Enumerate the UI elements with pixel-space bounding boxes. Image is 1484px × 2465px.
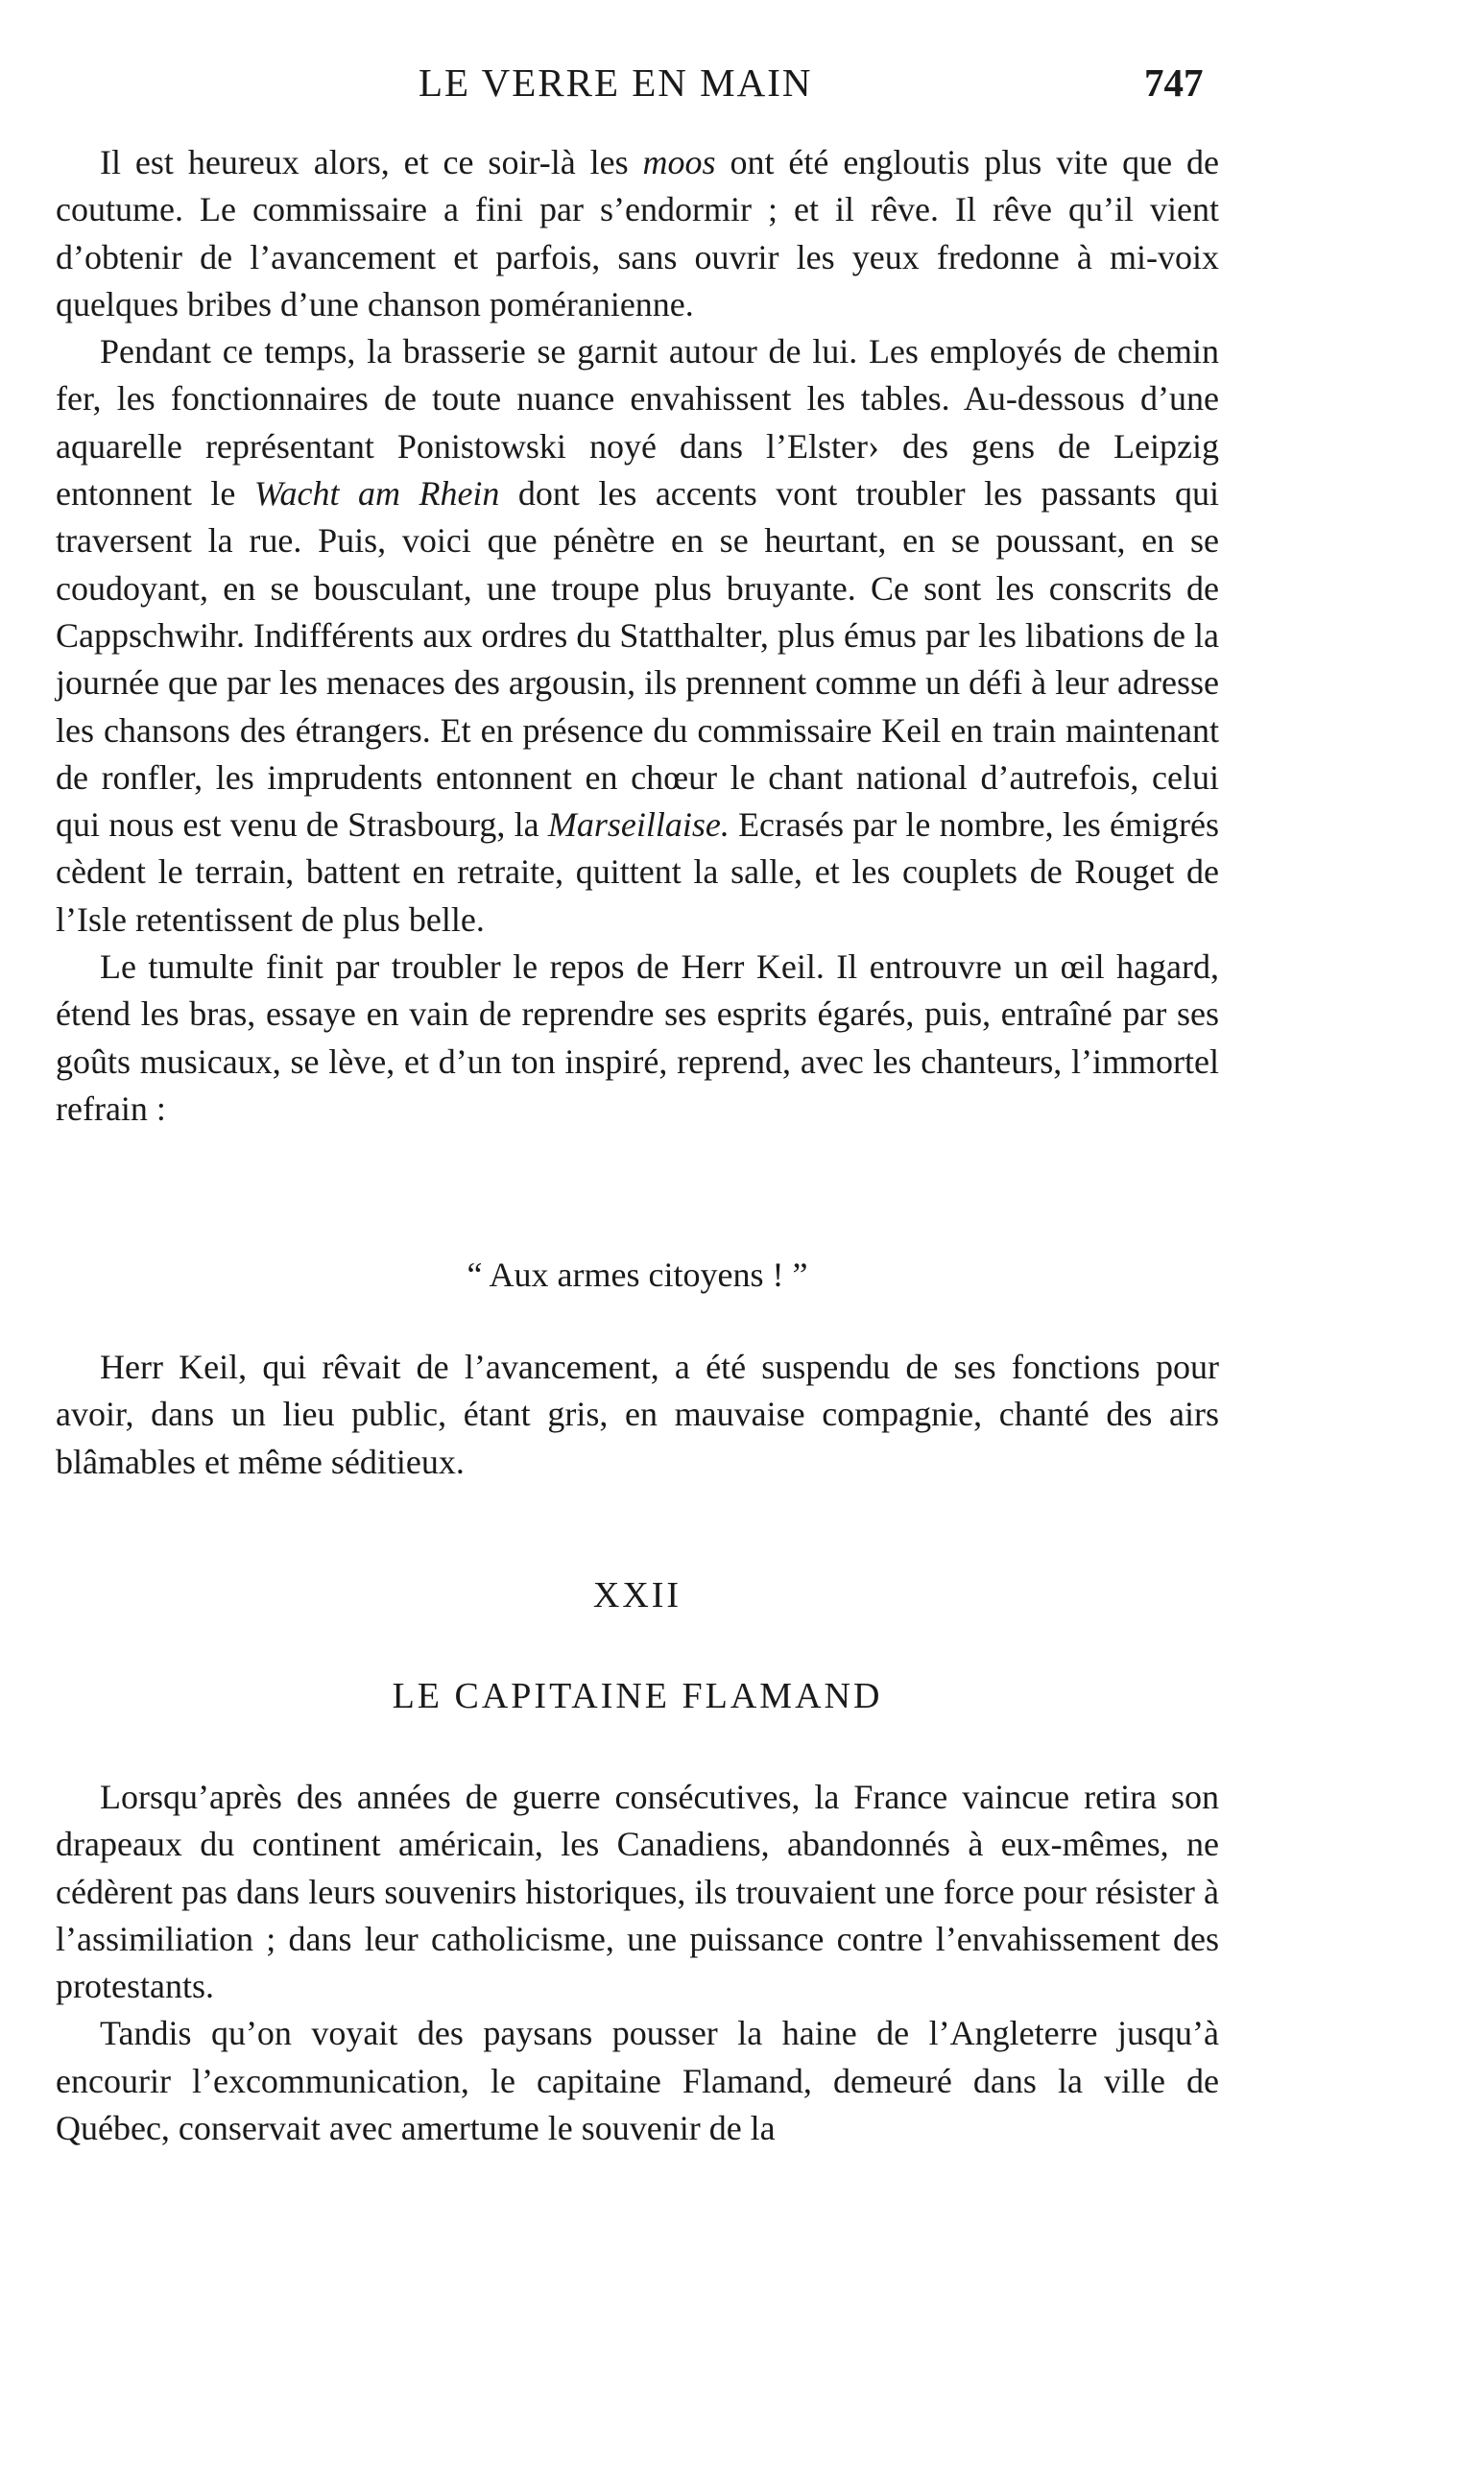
text-section-c — [56, 1774, 1219, 2152]
running-head — [0, 60, 1484, 117]
paragraph-tandis: Tandis qu’on voyait des paysans pousser la haine de l’Angleterre jusqu’à encourir l’excommunication, le capitaine Flamand, demeuré dans la ville de Québec, conservait avec amertume le souvenir de la — [56, 2014, 1219, 2148]
text-run: Ecrasés par le nombre, les émigrés cèdent le terrain, battent en retraite, quittent la salle, et les couplets de Rouget de l’Isle retentissent de plus belle. — [56, 805, 1219, 939]
paragraph-heureux — [56, 139, 1219, 328]
italic-word: moos — [642, 143, 716, 181]
page-number: 747 — [1144, 60, 1204, 105]
text-run: Il est heureux alors, et ce soir-là les — [100, 143, 643, 181]
running-title: LE VERRE EN MAIN — [419, 60, 813, 105]
quoted-refrain: “ Aux armes citoyens ! ” — [467, 1256, 808, 1294]
text-section-b — [56, 1344, 1219, 1486]
chapter-title: LE CAPITAINE FLAMAND — [392, 1676, 883, 1716]
chapter-number: XXII — [592, 1575, 682, 1615]
paragraph-lorsqu: Lorsqu’après des années de guerre consécutives, la France vaincue retira son drapeaux du continent américain, les Canadiens, abandonnés à eux-mêmes, ne cédèrent pas dans leurs souvenirs historiques, ils trouvaient une force pour résister à l’assimiliation ; dans leur catholicisme, une puissance contre l’envahissement des protestants. — [56, 1778, 1219, 2006]
text-run: ont été engloutis plus vite que de coutume. Le commissaire a fini par s’endormir ; et il rêve. Il rêve qu’il vient d’obtenir de l’avancement et parfois, sans ouvrir les yeux fredonne à mi-voix quelques bribes d’une chanson poméranienne. — [56, 143, 1219, 323]
italic-title-marseillaise: Marseillaise. — [547, 805, 730, 845]
text-section-a — [56, 139, 1219, 1133]
paragraph-brasserie — [56, 328, 1219, 944]
text-run: dont les accents vont troubler les passants qui traversent la rue. Puis, voici que pénètre en se heurtant, en se poussant, en se coudoyant, en se bousculant, une troupe plus bruyante. Ce sont les conscrits de Cappschwihr. Indifférents aux ordres du Statthalter, plus émus par les libations de la journée que par les menaces des argousin, ils prennent comme un défi à leur adresse les chansons des étrangers. Et en présence du commissaire Keil en train maintenant de ronfler, les imprudents entonnent en chœur le chant national d’autrefois, celui qui nous est venu de Strasbourg, la — [56, 474, 1219, 845]
italic-title-wacht: Wacht am Rhein — [253, 474, 500, 514]
paragraph-tumulte: Le tumulte finit par troubler le repos de Herr Keil. Il entrouvre un œil hagard, étend les bras, essaye en vain de reprendre ses esprits égarés, puis, entraîné par ses goûts musicaux, se lève, et d’un ton inspiré, reprend, avec les chanteurs, l’immortel refrain : — [56, 947, 1219, 1128]
paragraph-suspendu: Herr Keil, qui rêvait de l’avancement, a été suspendu de ses fonctions pour avoir, dans un lieu public, étant gris, en mauvaise compagnie, chanté des airs blâmables et même séditieux. — [56, 1348, 1219, 1481]
text-run: Pendant ce temps, la brasserie se garnit autour de lui. Les employés de chemin fer, les fonctionnaires de toute nuance envahissent les tables. Au-dessous d’une aquarelle représentant Ponistowski noyé dans l’Elster› des gens de Leipzig entonnent le — [56, 332, 1219, 514]
